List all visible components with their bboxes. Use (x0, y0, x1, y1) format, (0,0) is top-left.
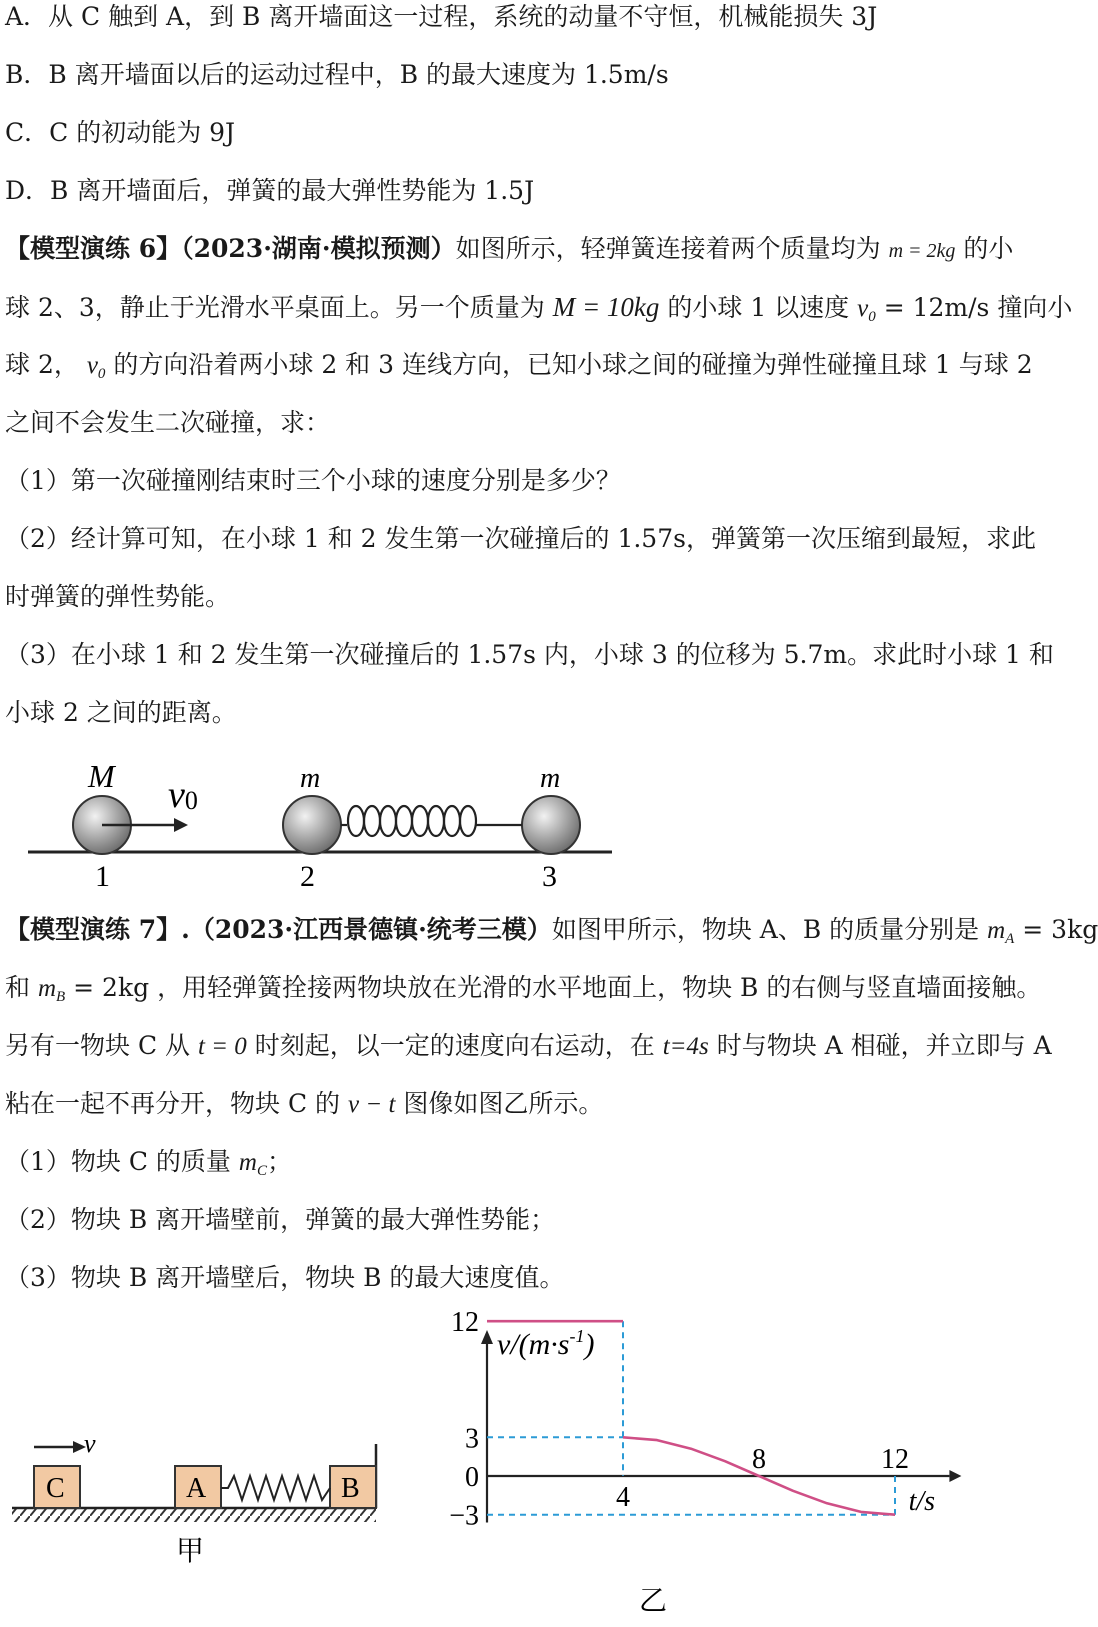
p7-line-3: 另有一物块 C 从 t = 0 时刻起，以一定的速度向右运动，在 t=4s 时与物块 A 相碰，并立即与 A (5, 1031, 1052, 1060)
label-c: C (46, 1473, 65, 1504)
p6-line-3: 球 2， $v_0$ 的方向沿着两小球 2 和 3 连线方向，已知小球之间的碰撞为弹性碰撞且球 1 与球 2 (5, 350, 1033, 382)
x-tick-label: 8 (752, 1444, 766, 1475)
y-tick-label: 3 (465, 1423, 479, 1455)
p7-tag: 【模型演练 7】. (5, 915, 190, 944)
p6-question-1: （1）第一次碰撞刚结束时三个小球的速度分别是多少？ (5, 466, 621, 495)
label-3: 3 (542, 860, 557, 893)
ground-hatch (12, 1508, 376, 1522)
ball-2 (283, 796, 341, 854)
p7-question-2: （2）物块 B 离开墙壁前，弹簧的最大弹性势能； (5, 1205, 556, 1234)
p6-source: （2023·湖南·模拟预测） (181, 234, 456, 263)
p7-line-4: 粘在一起不再分开，物块 C 的 v − t 图像如图乙所示。 (5, 1089, 604, 1118)
p6-line-2: 球 2、3，静止于光滑水平桌面上。另一个质量为 M = 10kg 的小球 1 以速度 $v_0 = 12m/s$ 撞向小 (5, 292, 1073, 325)
y-tick-label: 12 (451, 1307, 479, 1339)
spring (221, 1476, 330, 1500)
p6-mass-eq: m = 2kg (888, 240, 956, 262)
ball-3 (522, 796, 580, 854)
label-b: B (341, 1473, 360, 1504)
x-axis-label: t/s (908, 1486, 936, 1517)
option-b: B．B 离开墙面以后的运动过程中，B 的最大速度为 1.5m/s (5, 60, 669, 89)
p6-question-3b: 小球 2 之间的距离。 (5, 698, 237, 727)
label-1: 1 (95, 860, 110, 893)
option-a: A．从 C 触到 A，到 B 离开墙面这一过程，系统的动量不守恒，机械能损失 3J (5, 2, 878, 31)
x-axis-arrow (949, 1470, 961, 1482)
option-c: C．C 的初动能为 9J (5, 118, 236, 147)
p6-line-1: 【模型演练 6】（2023·湖南·模拟预测）如图所示，轻弹簧连接着两个质量均为 m = 2kg 的小 (5, 234, 1014, 263)
caption-jia: 甲 (176, 1536, 205, 1567)
p6-figure (0, 750, 700, 900)
p7-line-1: 【模型演练 7】.（2023·江西景德镇·统考三模）如图甲所示，物块 A、B 的质量分别是 $m_A = 3kg$ (5, 915, 1098, 947)
p7-line-2: 和 $m_B = 2kg$ ，用轻弹簧拴接两物块放在光滑的水平地面上，物块 B 的右侧与竖直墙面接触。 (5, 973, 1042, 1005)
figure-yi-vt-chart (430, 1307, 936, 1620)
label-2: 2 (300, 860, 315, 893)
p6-question-3a: （3）在小球 1 和 2 发生第一次碰撞后的 1.57s 内，小球 3 的位移为 5.7m。求此时小球 1 和 (5, 640, 1054, 669)
p7-question-3: （3）物块 B 离开墙壁后，物块 B 的最大速度值。 (5, 1263, 565, 1292)
y-axis-arrow (481, 1330, 493, 1344)
label-v0: v0 (168, 774, 198, 816)
x-tick-label: 4 (616, 1482, 630, 1513)
p6-line-4: 之间不会发生二次碰撞，求： (5, 408, 331, 437)
p6-v0-eq: = 12m/s (883, 293, 990, 322)
option-d: D．B 离开墙面后，弹簧的最大弹性势能为 1.5J (5, 176, 535, 205)
p6-question-2b: 时弹簧的弹性势能。 (5, 582, 231, 611)
p7-question-1: （1）物块 C 的质量 $m_C$； (5, 1147, 292, 1179)
p7-source: （2023·江西景德镇·统考三模） (189, 915, 552, 944)
p6-tag: 【模型演练 6】 (5, 234, 182, 263)
y-tick-label: 0 (465, 1462, 479, 1493)
p6-big-mass-eq: M = 10kg (552, 292, 660, 322)
label-M: M (88, 758, 115, 794)
figure-jia (0, 1420, 400, 1570)
label-v: v (84, 1429, 96, 1458)
caption-yi: 乙 (638, 1586, 668, 1617)
y-tick-label: −3 (449, 1500, 479, 1532)
label-m-3: m (540, 763, 561, 794)
y-axis-label: $v/(m\cdot s^{-1})$ (497, 1326, 595, 1361)
spring (341, 806, 522, 836)
x-tick-label: 12 (881, 1444, 909, 1475)
p6-question-2a: （2）经计算可知，在小球 1 和 2 发生第一次碰撞后的 1.57s，弹簧第一次压缩到最短，求此 (5, 524, 1036, 553)
label-a: A (186, 1473, 207, 1504)
label-m-2: m (300, 763, 321, 794)
